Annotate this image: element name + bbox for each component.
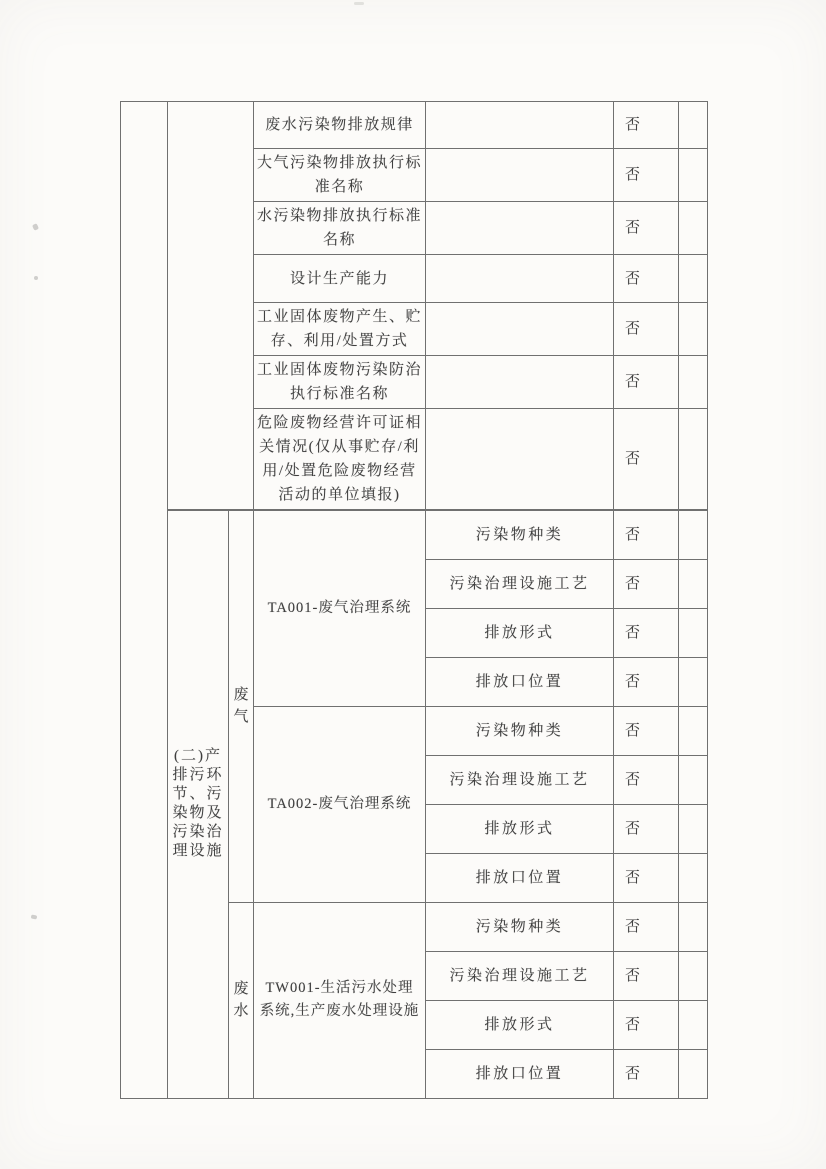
changed-flag-cell: 否 bbox=[614, 149, 679, 202]
facility-cell: TW001-生活污水处理系统,生产废水处理设施 bbox=[254, 902, 426, 1098]
changed-flag-cell: 否 bbox=[614, 102, 679, 149]
tail-cell bbox=[679, 510, 708, 559]
changed-flag-cell: 否 bbox=[614, 510, 679, 559]
subitem-cell: 排放口位置 bbox=[426, 853, 614, 902]
medium-cell-waste-gas: 废气 bbox=[229, 510, 254, 902]
blank-detail-cell bbox=[426, 149, 614, 202]
change-item-cell: 水污染物排放执行标准名称 bbox=[254, 202, 426, 255]
subitem-cell: 污染治理设施工艺 bbox=[426, 951, 614, 1000]
tail-cell bbox=[679, 902, 708, 951]
tail-cell bbox=[679, 255, 708, 303]
subitem-cell: 排放形式 bbox=[426, 608, 614, 657]
changed-flag-cell: 否 bbox=[614, 608, 679, 657]
changed-flag-cell: 否 bbox=[614, 559, 679, 608]
blank-detail-cell bbox=[426, 356, 614, 409]
blank-detail-cell bbox=[426, 409, 614, 511]
subitem-cell: 污染治理设施工艺 bbox=[426, 755, 614, 804]
changed-flag-cell: 否 bbox=[614, 657, 679, 706]
change-item-cell: 大气污染物排放执行标准名称 bbox=[254, 149, 426, 202]
change-item-cell: 废水污染物排放规律 bbox=[254, 102, 426, 149]
change-item-cell: 设计生产能力 bbox=[254, 255, 426, 303]
subitem-cell: 排放形式 bbox=[426, 1000, 614, 1049]
changed-flag-cell: 否 bbox=[614, 303, 679, 356]
changed-flag-cell: 否 bbox=[614, 951, 679, 1000]
changed-flag-cell: 否 bbox=[614, 356, 679, 409]
changed-flag-cell: 否 bbox=[614, 902, 679, 951]
section2-category-cell: (二)产排污环节、污染物及污染治理设施 bbox=[168, 510, 229, 1098]
change-item-cell: 危险废物经营许可证相关情况(仅从事贮存/利用/处置危险废物经营活动的单位填报) bbox=[254, 409, 426, 511]
tail-cell bbox=[679, 559, 708, 608]
scan-artifact bbox=[354, 2, 364, 5]
tail-cell bbox=[679, 1000, 708, 1049]
subitem-cell: 污染治理设施工艺 bbox=[426, 559, 614, 608]
changed-flag-cell: 否 bbox=[614, 755, 679, 804]
left-spacer-cell bbox=[121, 102, 168, 1099]
tail-cell bbox=[679, 1049, 708, 1098]
scan-artifact bbox=[34, 276, 38, 280]
blank-detail-cell bbox=[426, 255, 614, 303]
changed-flag-cell: 否 bbox=[614, 804, 679, 853]
section1-category-blank-cell bbox=[168, 102, 254, 511]
subitem-cell: 污染物种类 bbox=[426, 706, 614, 755]
tail-cell bbox=[679, 303, 708, 356]
tail-cell bbox=[679, 149, 708, 202]
change-item-cell: 工业固体废物产生、贮存、利用/处置方式 bbox=[254, 303, 426, 356]
facility-cell: TA002-废气治理系统 bbox=[254, 706, 426, 902]
permit-change-table bbox=[120, 101, 708, 1099]
changed-flag-cell: 否 bbox=[614, 255, 679, 303]
tail-cell bbox=[679, 804, 708, 853]
subitem-cell: 排放口位置 bbox=[426, 1049, 614, 1098]
tail-cell bbox=[679, 853, 708, 902]
blank-detail-cell bbox=[426, 202, 614, 255]
changed-flag-cell: 否 bbox=[614, 202, 679, 255]
tail-cell bbox=[679, 755, 708, 804]
scan-artifact bbox=[31, 915, 38, 920]
tail-cell bbox=[679, 102, 708, 149]
scan-artifact bbox=[32, 223, 39, 231]
tail-cell bbox=[679, 356, 708, 409]
tail-cell bbox=[679, 608, 708, 657]
facility-cell: TA001-废气治理系统 bbox=[254, 510, 426, 706]
subitem-cell: 排放形式 bbox=[426, 804, 614, 853]
changed-flag-cell: 否 bbox=[614, 706, 679, 755]
changed-flag-cell: 否 bbox=[614, 853, 679, 902]
changed-flag-cell: 否 bbox=[614, 409, 679, 511]
tail-cell bbox=[679, 951, 708, 1000]
subitem-cell: 污染物种类 bbox=[426, 510, 614, 559]
tail-cell bbox=[679, 706, 708, 755]
changed-flag-cell: 否 bbox=[614, 1000, 679, 1049]
change-item-cell: 工业固体废物污染防治执行标准名称 bbox=[254, 356, 426, 409]
subitem-cell: 排放口位置 bbox=[426, 657, 614, 706]
subitem-cell: 污染物种类 bbox=[426, 902, 614, 951]
tail-cell bbox=[679, 202, 708, 255]
medium-cell-waste-water: 废水 bbox=[229, 902, 254, 1098]
tail-cell bbox=[679, 657, 708, 706]
tail-cell bbox=[679, 409, 708, 511]
changed-flag-cell: 否 bbox=[614, 1049, 679, 1098]
blank-detail-cell bbox=[426, 102, 614, 149]
blank-detail-cell bbox=[426, 303, 614, 356]
